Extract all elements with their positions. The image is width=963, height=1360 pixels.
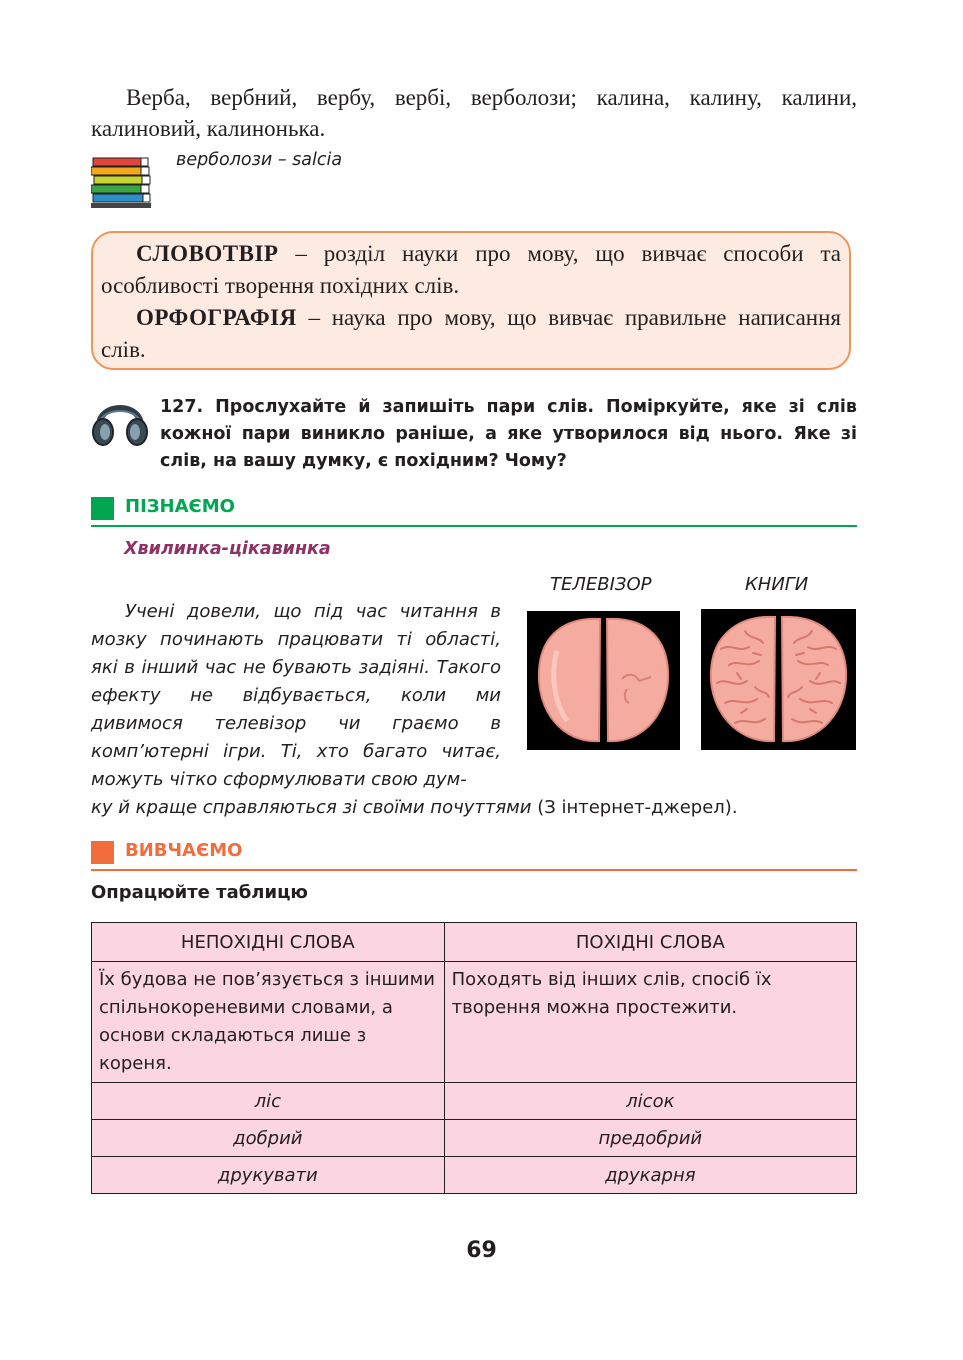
- fact-source: (З інтернет-джерел).: [531, 797, 738, 818]
- table-header-cell: НЕПОХІДНІ СЛОВА: [92, 923, 445, 962]
- table-cell: друкарня: [444, 1157, 856, 1194]
- definition-orthography: [101, 302, 841, 366]
- intro-word-list: Верба, вербний, вербу, вербі, верболози; калина, калину, калини, калиновий, калинонька.: [91, 85, 857, 141]
- glossary-note: верболози – salcia: [176, 150, 343, 170]
- page-number: 69: [466, 1238, 497, 1263]
- table-cell: предобрий: [444, 1120, 856, 1157]
- task-number: 127.: [160, 397, 204, 417]
- section-marker: [91, 841, 114, 864]
- table-header-row: [92, 923, 857, 962]
- table-cell: добрий: [92, 1120, 445, 1157]
- definition-orthography-text: – наука про мову, що вивчає правильне написання слів.: [101, 305, 841, 362]
- section-header-study: [91, 839, 857, 871]
- section-label: ПІЗНАЄМО: [125, 496, 235, 517]
- task-text: Прослухайте й запишіть пари слів. Поміркуйте, яке зі слів кожної пари виникло раніше, а яке утворилося від нього. Яке зі слів, на вашу думку, є похідним? Чому?: [160, 397, 857, 471]
- table-title: Опрацюйте таблицю: [91, 882, 308, 903]
- fact-text-end: [91, 794, 738, 822]
- table-row: [92, 1120, 857, 1157]
- fact-text: Учені довели, що під час читання в мозку починають працювати ті області, які в інший час не бувають задіяні. Такого ефекту не відбувається, коли ми дивимося телевізор чи граємо в комп’ютерні ігри. Ті, хто багато читає, можуть чітко сформулювати свою дум-: [91, 601, 501, 790]
- table-row: [92, 962, 857, 1083]
- table-cell: ліс: [92, 1083, 445, 1120]
- table-cell: друкувати: [92, 1157, 445, 1194]
- headphones-icon: [91, 390, 149, 448]
- fact-subtitle: Хвилинка-цікавинка: [124, 539, 331, 559]
- table-row: [92, 1157, 857, 1194]
- words-table: [91, 922, 857, 1194]
- caption-tv: ТЕЛЕВІЗОР: [550, 574, 652, 595]
- definition-wordformation-text: – розділ науки про мову, що вивчає способи та особливості творення похідних слів.: [101, 241, 841, 298]
- caption-books: КНИГИ: [745, 574, 809, 595]
- task-127: [160, 394, 857, 475]
- section-marker: [91, 497, 114, 520]
- fact-text-end-italic: ку й краще справляються зі своїми почуттями: [91, 797, 532, 818]
- books-icon: [91, 157, 153, 209]
- table-header-cell: ПОХІДНІ СЛОВА: [444, 923, 856, 962]
- term-wordformation: СЛОВОТВІР: [136, 241, 279, 266]
- brain-image-tv: [527, 611, 680, 750]
- brain-image-books: [701, 609, 856, 750]
- section-header-learn: [91, 495, 857, 527]
- table-cell: Походять від інших слів, спосіб їх творення можна простежити.: [444, 962, 856, 1083]
- definition-wordformation: [101, 238, 841, 302]
- table-cell: лісок: [444, 1083, 856, 1120]
- section-label: ВИВЧАЄМО: [125, 840, 243, 861]
- term-orthography: ОРФОГРАФІЯ: [136, 305, 297, 330]
- definition-box: [91, 231, 851, 370]
- table-row: [92, 1083, 857, 1120]
- table-cell: Їх будова не пов’язується з іншими спільнокореневими словами, а основи складаються лише з кореня.: [92, 962, 445, 1083]
